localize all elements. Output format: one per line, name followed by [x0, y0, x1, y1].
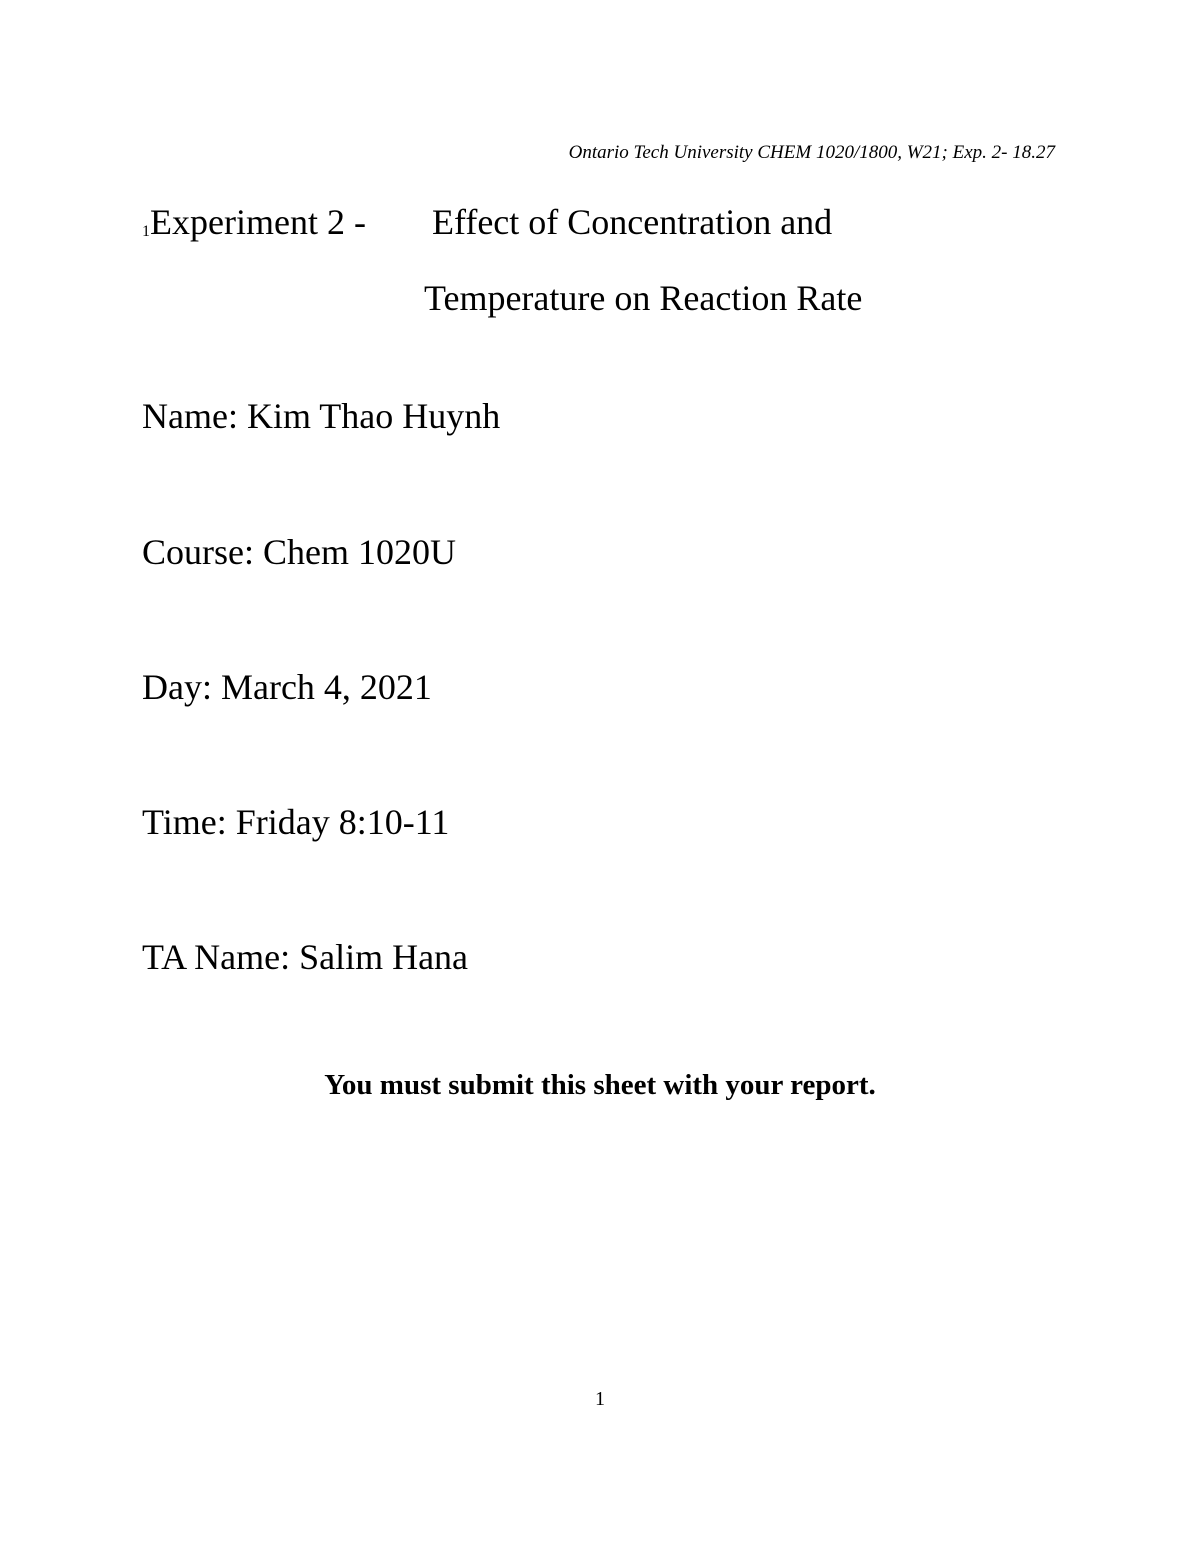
experiment-label: Experiment 2 - — [150, 202, 366, 242]
time-field: Time: Friday 8:10-11 — [142, 802, 450, 842]
ta-name-field: TA Name: Salim Hana — [142, 937, 469, 977]
course-field: Course: Chem 1020U — [142, 532, 456, 572]
experiment-title — [142, 188, 862, 332]
submission-notice: You must submit this sheet with your report. — [324, 1069, 876, 1101]
footnote-mark: 1 — [142, 223, 150, 240]
day-field: Day: March 4, 2021 — [142, 667, 432, 707]
title-line-1: Effect of Concentration and — [432, 202, 833, 242]
title-row-1 — [142, 188, 862, 264]
student-name-field: Name: Kim Thao Huynh — [142, 396, 501, 436]
running-header: Ontario Tech University CHEM 1020/1800, W21; Exp. 2- 18.27 — [568, 142, 1055, 163]
title-line-2: Temperature on Reaction Rate — [424, 278, 863, 318]
page-number: 1 — [595, 1388, 605, 1410]
